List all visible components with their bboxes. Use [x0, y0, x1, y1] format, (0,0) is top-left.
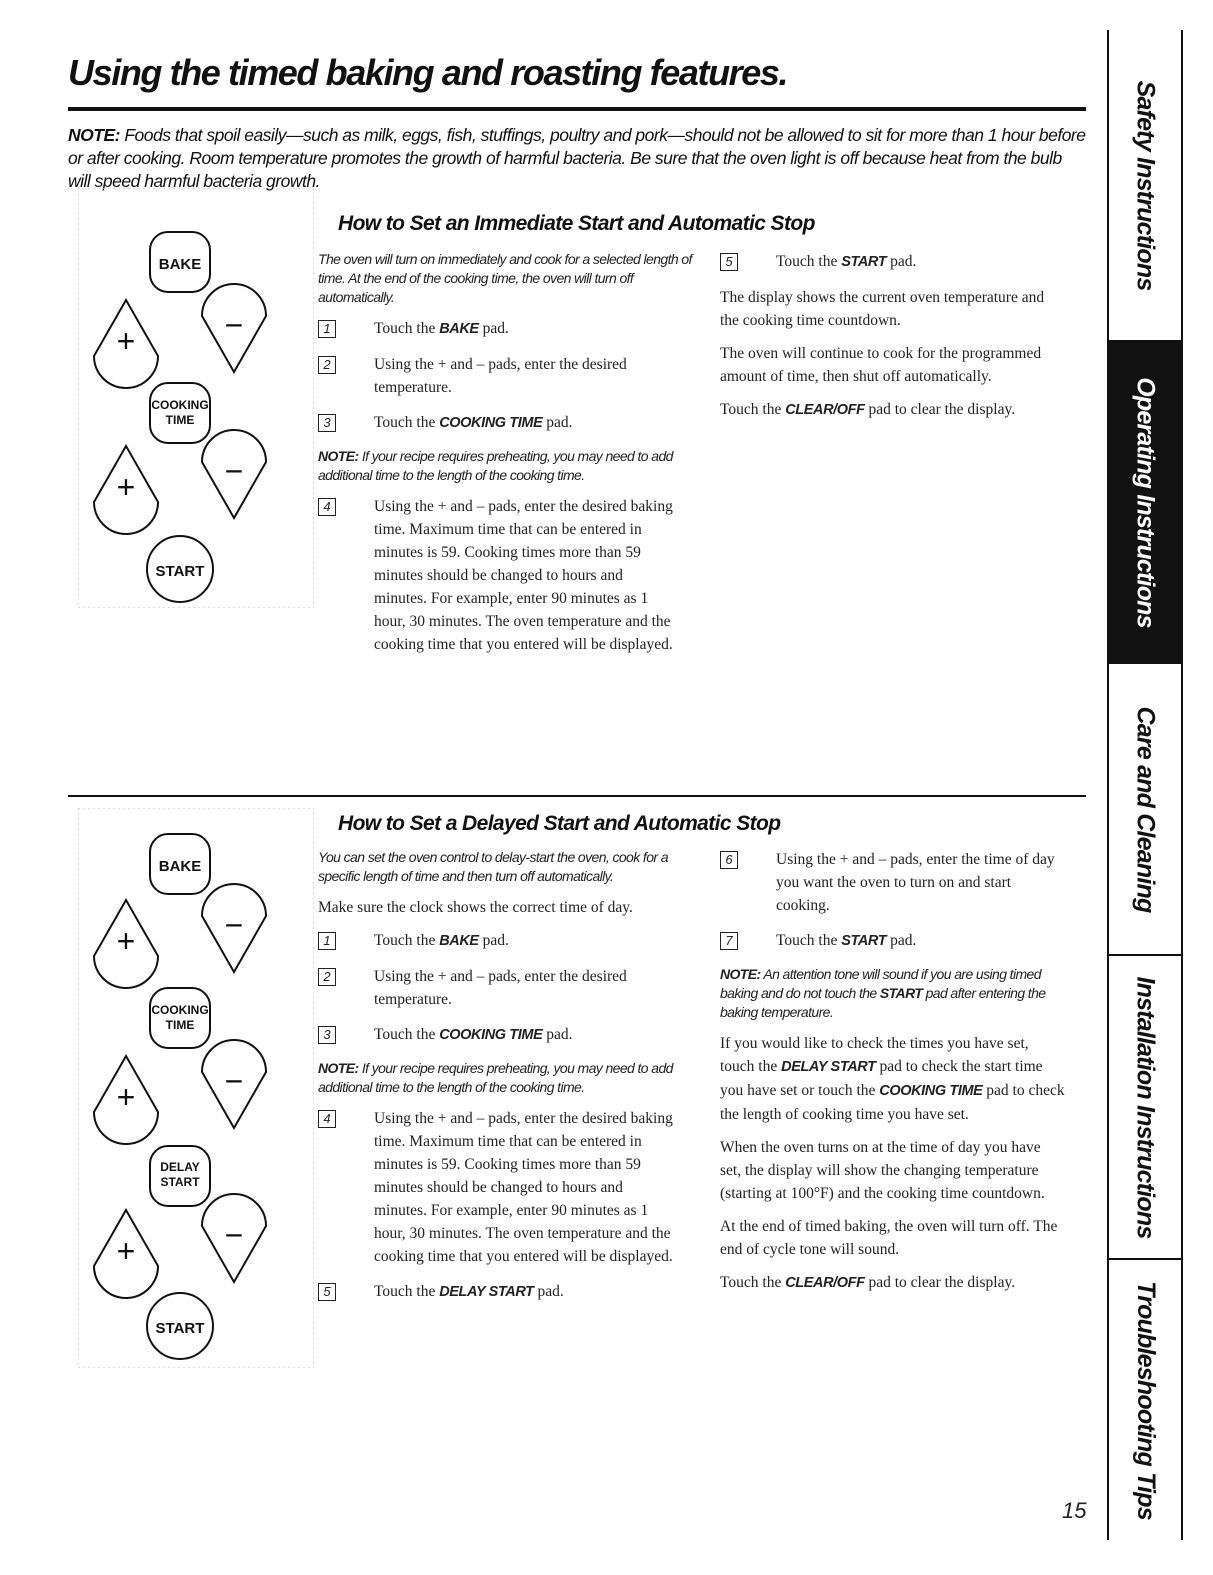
para-text: pad to check the start time you have set or touch the	[720, 1058, 1043, 1099]
tab-installation-instructions[interactable]	[1109, 956, 1181, 1260]
step-number: 1	[318, 932, 336, 950]
step-text: pad.	[542, 1026, 573, 1043]
s1-clear-para	[720, 398, 1065, 422]
step-text: pad.	[542, 414, 573, 431]
step-text: Touch the	[776, 932, 842, 949]
s2-step-7	[720, 929, 1065, 953]
cooking-label-2: TIME	[165, 413, 195, 427]
tab-label: Operating Instructions	[1131, 376, 1160, 628]
section1-intro: The oven will turn on immediately and cook for a selected length of time. At the end of the cooking time, the oven will turn off automatically.	[318, 251, 692, 305]
note-label: NOTE:	[68, 125, 120, 145]
step-text: Using the + and – pads, enter the desired baking time. Maximum time that can be entered in minutes is 59. Cooking times more than 59 minutes should be changed to hours and minutes. For example, enter 90 minutes as 1 hour, 30 minutes. The oven temperature and the cooking time that you entered will be displayed.	[374, 1110, 673, 1265]
s1-step-4	[318, 495, 674, 656]
step-number: 7	[720, 932, 738, 950]
bake-pad	[150, 232, 210, 292]
control-panel-delayed	[78, 808, 314, 1368]
step-number: 4	[318, 498, 336, 516]
para-text: pad to clear the display.	[864, 1274, 1016, 1291]
s2-step-5	[318, 1280, 693, 1304]
tab-safety-instructions[interactable]	[1109, 30, 1181, 342]
section2-left-column	[318, 848, 693, 1316]
s1-display-para: The display shows the current oven temperature and the cooking time countdown.	[720, 289, 1045, 329]
step-text: Touch the	[374, 932, 440, 949]
note-text: If your recipe requires preheating, you may need to add additional time to the length of the cooking time.	[318, 1060, 673, 1095]
step-text: pad.	[533, 1283, 564, 1300]
step-text: Touch the	[374, 414, 440, 431]
step-number: 5	[720, 253, 738, 271]
tab-operating-instructions[interactable]	[1109, 342, 1181, 664]
plus-label: +	[116, 1079, 136, 1115]
keyword-clear-off: CLEAR/OFF	[785, 1275, 865, 1291]
step-number: 2	[318, 968, 336, 986]
step-text: Touch the	[374, 1026, 440, 1043]
cooking-label-1: COOKING	[151, 398, 209, 412]
food-safety-note	[68, 124, 1088, 193]
step-text: Using the + and – pads, enter the desired temperature.	[374, 968, 627, 1008]
section2-intro: You can set the oven control to delay-start the oven, cook for a specific length of time and then turn off automatically.	[318, 849, 668, 884]
tab-troubleshooting-tips[interactable]	[1109, 1260, 1181, 1540]
section2-title: How to Set a Delayed Start and Automatic Stop	[338, 812, 781, 835]
step-number: 3	[318, 1026, 336, 1044]
minus-label: −	[224, 1063, 244, 1099]
s2-check-para	[720, 1032, 1065, 1126]
plus-pad	[94, 1056, 158, 1144]
step-text: Touch the	[374, 1283, 440, 1300]
page-number: 15	[1062, 1498, 1087, 1523]
step-text: pad.	[886, 932, 917, 949]
plus-pad	[94, 1210, 158, 1298]
minus-pad	[202, 1194, 266, 1282]
bake-pad-label: BAKE	[158, 858, 202, 875]
step-text: Touch the	[374, 320, 440, 337]
s2-clear-para	[720, 1271, 1065, 1295]
step-number: 1	[318, 320, 336, 338]
section-divider	[68, 795, 1086, 797]
step-number: 5	[318, 1283, 336, 1301]
plus-label: +	[116, 923, 136, 959]
step-text: Using the + and – pads, enter the time of day you want the oven to turn on and start cooking.	[776, 851, 1055, 914]
s2-step-1	[318, 929, 693, 953]
plus-label: +	[116, 469, 136, 505]
note-label: NOTE:	[318, 448, 359, 464]
keyword-start: START	[879, 985, 923, 1001]
s1-preheat-note	[318, 447, 693, 485]
s1-step-2	[318, 353, 693, 399]
delay-start-pad	[150, 1146, 210, 1206]
s2-clock-para: Make sure the clock shows the correct time of day.	[318, 899, 633, 916]
s2-step-2	[318, 965, 693, 1011]
step-text: Touch the	[776, 253, 842, 270]
keyword-cooking-time: COOKING TIME	[439, 1027, 543, 1043]
para-text: pad to clear the display.	[864, 401, 1016, 418]
step-text: pad.	[886, 253, 917, 270]
s2-step-3	[318, 1023, 693, 1047]
note-label: NOTE:	[318, 1060, 359, 1076]
section-tabs	[1107, 30, 1183, 1540]
minus-pad	[202, 430, 266, 518]
section1-right-column	[720, 250, 1065, 432]
step-text: pad.	[478, 320, 509, 337]
keyword-delay-start: DELAY START	[781, 1059, 876, 1075]
tab-care-and-cleaning[interactable]	[1109, 664, 1181, 956]
s2-turn-on-para: When the oven turns on at the time of day you have set, the display will show the changing temperature (starting at 100°F) and the cooking time countdown.	[720, 1139, 1045, 1202]
delay-label-1: DELAY	[160, 1160, 200, 1174]
keyword-clear-off: CLEAR/OFF	[785, 402, 865, 418]
keyword-delay-start: DELAY START	[439, 1284, 534, 1300]
s1-continue-para: The oven will continue to cook for the programmed amount of time, then shut off automatically.	[720, 345, 1042, 385]
keyword-bake: BAKE	[439, 321, 479, 337]
tab-label: Safety Instructions	[1131, 80, 1160, 290]
keyword-start: START	[841, 933, 887, 949]
cooking-label-2: TIME	[165, 1018, 195, 1032]
step-text: pad.	[478, 932, 509, 949]
plus-pad	[94, 900, 158, 988]
para-text: Touch the	[720, 1274, 786, 1291]
s1-step-3	[318, 411, 693, 435]
note-text: Foods that spoil easily—such as milk, eggs, fish, stuffings, poultry and pork—should not be allowed to sit for more than 1 hour before or after cooking. Room temperature promotes the growth of harmful bacteria. Be sure that the oven light is off because heat from the bulb will speed harmful bacteria growth.	[68, 125, 1086, 191]
section2-right-column	[720, 848, 1065, 1305]
minus-pad	[202, 884, 266, 972]
control-panel-immediate	[78, 188, 314, 608]
note-text: If your recipe requires preheating, you may need to add additional time to the length of the cooking time.	[318, 448, 673, 483]
plus-pad	[94, 300, 158, 388]
step-text: Using the + and – pads, enter the desired baking time. Maximum time that can be entered in minutes is 59. Cooking times more than 59 minutes should be changed to hours and minutes. For example, enter 90 minutes as 1 hour, 30 minutes. The oven temperature and the cooking time that you entered will be displayed.	[374, 498, 673, 653]
page-title: Using the timed baking and roasting features.	[68, 52, 788, 93]
tab-label: Installation Instructions	[1131, 976, 1160, 1238]
minus-label: −	[224, 907, 244, 943]
para-text: If you would like to check the times you have set, touch the	[720, 1035, 1029, 1075]
start-pad	[147, 536, 213, 602]
start-pad	[147, 1293, 213, 1359]
step-number: 6	[720, 851, 738, 869]
keyword-cooking-time: COOKING TIME	[879, 1083, 983, 1099]
s1-step-5	[720, 250, 1065, 274]
cooking-time-pad	[150, 988, 210, 1048]
step-number: 2	[318, 356, 336, 374]
keyword-start: START	[841, 254, 887, 270]
minus-pad	[202, 1040, 266, 1128]
section1-title: How to Set an Immediate Start and Automatic Stop	[338, 212, 815, 235]
step-text: Using the + and – pads, enter the desired temperature.	[374, 356, 627, 396]
delay-label-2: START	[160, 1175, 200, 1189]
s2-step-6	[720, 848, 1065, 917]
note-label: NOTE:	[720, 966, 761, 982]
section1-left-column	[318, 250, 693, 668]
note-text: An attention tone will sound if you are using timed baking and do not touch the	[720, 966, 1041, 1001]
plus-pad	[94, 446, 158, 534]
para-text: Touch the	[720, 401, 786, 418]
s1-step-1	[318, 317, 693, 341]
keyword-bake: BAKE	[439, 933, 479, 949]
minus-label: −	[224, 1217, 244, 1253]
tab-label: Troubleshooting Tips	[1131, 1280, 1160, 1520]
step-number: 3	[318, 414, 336, 432]
plus-label: +	[116, 1233, 136, 1269]
tab-label: Care and Cleaning	[1131, 706, 1160, 912]
cooking-time-pad	[150, 383, 210, 443]
start-pad-label: START	[155, 1320, 205, 1337]
s2-end-para: At the end of timed baking, the oven will turn off. The end of cycle tone will sound.	[720, 1218, 1058, 1258]
bake-pad-label: BAKE	[158, 256, 202, 273]
para-text: pad to check the length of cooking time you have set.	[720, 1082, 1065, 1123]
s2-preheat-note	[318, 1059, 693, 1097]
s2-step-4	[318, 1107, 674, 1268]
minus-label: −	[224, 307, 244, 343]
keyword-cooking-time: COOKING TIME	[439, 415, 543, 431]
bake-pad	[150, 834, 210, 894]
step-number: 4	[318, 1110, 336, 1128]
minus-pad	[202, 284, 266, 372]
note-text: pad after entering the baking temperature.	[720, 985, 1046, 1020]
start-pad-label: START	[155, 563, 205, 580]
s2-attention-note	[720, 965, 1065, 1022]
plus-label: +	[116, 323, 136, 359]
cooking-label-1: COOKING	[151, 1003, 209, 1017]
title-rule	[68, 107, 1086, 111]
minus-label: −	[224, 453, 244, 489]
